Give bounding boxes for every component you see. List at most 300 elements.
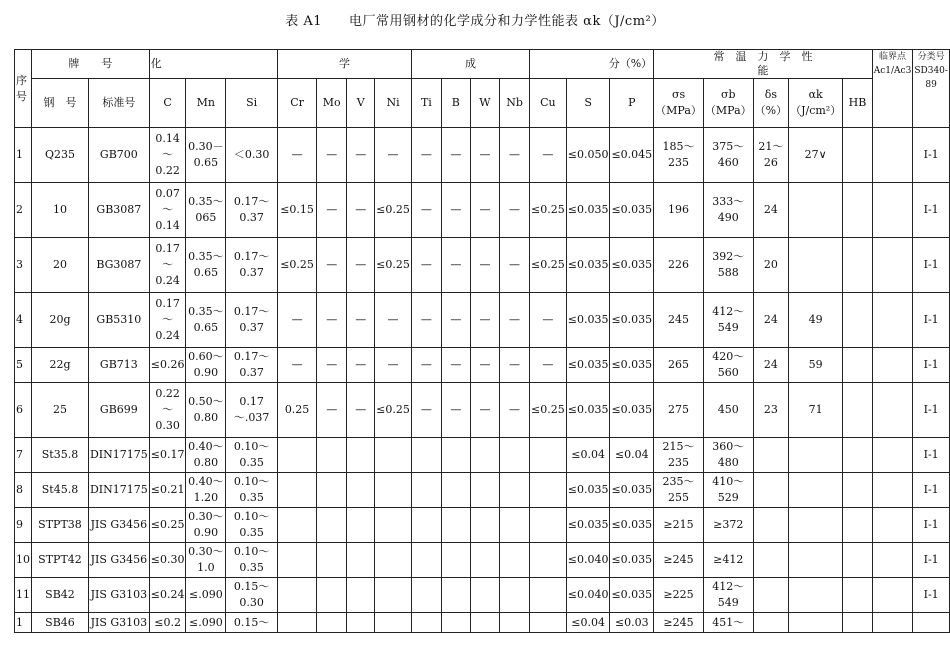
cell-sb: 412～549	[703, 578, 753, 613]
cell-p: ≤0.035	[610, 238, 654, 293]
cell-nb	[500, 578, 530, 613]
cell-w	[470, 578, 499, 613]
cell-b	[441, 508, 470, 543]
cell-ak	[789, 613, 843, 633]
cell-mo	[317, 508, 347, 543]
cell-hb	[843, 508, 873, 543]
cell-crit	[872, 473, 913, 508]
table-row	[15, 128, 950, 183]
cell-sb: 333～490	[703, 183, 753, 238]
cell-c: ≤0.25	[149, 508, 186, 543]
cell-ti	[411, 543, 441, 578]
cell-mo: —	[317, 383, 347, 438]
cell-no: 5	[15, 348, 32, 383]
column-header: 标准号	[88, 79, 149, 128]
cell-ss: 226	[654, 238, 704, 293]
cell-c: ≤0.2	[149, 613, 186, 633]
header-chem-left: 化	[149, 50, 277, 79]
cell-ni: —	[375, 348, 412, 383]
cell-v: —	[347, 293, 375, 348]
cell-v	[347, 578, 375, 613]
cell-v	[347, 613, 375, 633]
cell-nb	[500, 473, 530, 508]
cell-ss: ≥225	[654, 578, 704, 613]
cell-ak: 71	[789, 383, 843, 438]
cell-no: 9	[15, 508, 32, 543]
cell-nb: —	[500, 128, 530, 183]
cell-w: —	[470, 183, 499, 238]
cell-mn: 0.40～1.20	[186, 473, 226, 508]
cell-hb	[843, 348, 873, 383]
table-row	[15, 348, 950, 383]
cell-hb	[843, 128, 873, 183]
cell-ds: 24	[753, 348, 788, 383]
cell-b	[441, 613, 470, 633]
cell-p: ≤0.035	[610, 348, 654, 383]
table-row	[15, 383, 950, 438]
cell-hb	[843, 473, 873, 508]
cell-v	[347, 508, 375, 543]
cell-c: ≤0.30	[149, 543, 186, 578]
cell-nb	[500, 613, 530, 633]
cell-ak	[789, 183, 843, 238]
cell-b	[441, 578, 470, 613]
cell-ss: 265	[654, 348, 704, 383]
cell-sb: 451～	[703, 613, 753, 633]
column-header: σs（MPa）	[654, 79, 704, 128]
cell-ds: 20	[753, 238, 788, 293]
cell-hb	[843, 383, 873, 438]
cell-grade: St35.8	[32, 438, 89, 473]
cell-std: DIN17175	[88, 438, 149, 473]
cell-ss: 275	[654, 383, 704, 438]
cell-ti	[411, 578, 441, 613]
cell-sb: ≥412	[703, 543, 753, 578]
cell-cu	[530, 508, 567, 543]
cell-ds	[753, 578, 788, 613]
cell-w: —	[470, 293, 499, 348]
cell-mo: —	[317, 128, 347, 183]
cell-no: 1	[15, 128, 32, 183]
column-header: Mo	[317, 79, 347, 128]
cell-ni: —	[375, 128, 412, 183]
cell-crit	[872, 383, 913, 438]
cell-cls: I-1	[913, 508, 950, 543]
cell-ds: 21～26	[753, 128, 788, 183]
cell-cls: I-1	[913, 238, 950, 293]
cell-ti	[411, 508, 441, 543]
cell-cls: I-1	[913, 183, 950, 238]
cell-nb: —	[500, 348, 530, 383]
cell-si: 0.15～0.30	[226, 578, 278, 613]
cell-cu: —	[530, 293, 567, 348]
cell-s: ≤0.035	[566, 238, 610, 293]
cell-no: 7	[15, 438, 32, 473]
cell-ni	[375, 473, 412, 508]
header-row-1	[15, 50, 950, 79]
cell-c: 0.14～0.22	[149, 128, 186, 183]
steel-properties-table	[14, 49, 950, 633]
column-header: Ti	[411, 79, 441, 128]
cell-cls: I-1	[913, 438, 950, 473]
cell-sb: 392～588	[703, 238, 753, 293]
cell-grade: SB42	[32, 578, 89, 613]
cell-ti: —	[411, 183, 441, 238]
cell-mo	[317, 543, 347, 578]
cell-w	[470, 543, 499, 578]
cell-sb: 412～549	[703, 293, 753, 348]
cell-nb: —	[500, 183, 530, 238]
cell-cu	[530, 578, 567, 613]
cell-s: ≤0.040	[566, 578, 610, 613]
cell-s: ≤0.035	[566, 473, 610, 508]
cell-ti: —	[411, 348, 441, 383]
cell-std: JIS G3103	[88, 613, 149, 633]
cell-grade: STPT42	[32, 543, 89, 578]
cell-ak	[789, 473, 843, 508]
cell-cls: I-1	[913, 128, 950, 183]
cell-ni	[375, 613, 412, 633]
cell-p: ≤0.035	[610, 473, 654, 508]
cell-cls	[913, 613, 950, 633]
cell-si: 0.10～0.35	[226, 473, 278, 508]
cell-std: GB5310	[88, 293, 149, 348]
cell-hb	[843, 293, 873, 348]
cell-std: GB3087	[88, 183, 149, 238]
cell-v: —	[347, 238, 375, 293]
cell-ss: ≥245	[654, 543, 704, 578]
table-row	[15, 438, 950, 473]
cell-no: 11	[15, 578, 32, 613]
cell-mo	[317, 438, 347, 473]
cell-mn: 0.35～0.65	[186, 293, 226, 348]
column-header: C	[149, 79, 186, 128]
cell-cu	[530, 543, 567, 578]
cell-mn: 0.60～0.90	[186, 348, 226, 383]
cell-grade: STPT38	[32, 508, 89, 543]
cell-s: ≤0.050	[566, 128, 610, 183]
cell-c: 0.22～0.30	[149, 383, 186, 438]
cell-mn: 0.30～0.90	[186, 508, 226, 543]
cell-ak: 59	[789, 348, 843, 383]
cell-std: GB699	[88, 383, 149, 438]
cell-std: GB700	[88, 128, 149, 183]
column-header: W	[470, 79, 499, 128]
cell-b: —	[441, 383, 470, 438]
header-grade-group: 牌 号	[32, 50, 150, 79]
cell-s: ≤0.035	[566, 293, 610, 348]
cell-si: 0.17～0.37	[226, 293, 278, 348]
table-row	[15, 508, 950, 543]
cell-cls: I-1	[913, 383, 950, 438]
cell-ds: 24	[753, 183, 788, 238]
cell-grade: SB46	[32, 613, 89, 633]
column-header: S	[566, 79, 610, 128]
table-row	[15, 238, 950, 293]
cell-ss: ≥215	[654, 508, 704, 543]
cell-p: ≤0.035	[610, 578, 654, 613]
cell-ak: 49	[789, 293, 843, 348]
cell-p: ≤0.035	[610, 183, 654, 238]
cell-crit	[872, 238, 913, 293]
cell-cr	[278, 613, 317, 633]
header-mech-bottom: 能	[757, 64, 769, 77]
cell-b: —	[441, 348, 470, 383]
cell-cr: 0.25	[278, 383, 317, 438]
cell-mo	[317, 613, 347, 633]
cell-cls: I-1	[913, 543, 950, 578]
cell-w	[470, 438, 499, 473]
column-header: Si	[226, 79, 278, 128]
cell-si: 0.17～0.37	[226, 238, 278, 293]
cell-b	[441, 438, 470, 473]
cell-std: JIS G3456	[88, 543, 149, 578]
cell-cu: —	[530, 348, 567, 383]
cell-p: ≤0.035	[610, 293, 654, 348]
header-class: 分类号SD340-89	[913, 50, 950, 128]
cell-no: 2	[15, 183, 32, 238]
cell-cr	[278, 438, 317, 473]
cell-std: BG3087	[88, 238, 149, 293]
cell-w	[470, 473, 499, 508]
header-mech-top: 常 温 力 学 性	[713, 50, 813, 63]
cell-cr: —	[278, 128, 317, 183]
cell-hb	[843, 613, 873, 633]
cell-cls: I-1	[913, 293, 950, 348]
cell-b	[441, 473, 470, 508]
cell-cr	[278, 508, 317, 543]
cell-s: ≤0.035	[566, 383, 610, 438]
column-header: Ni	[375, 79, 412, 128]
cell-nb: —	[500, 293, 530, 348]
cell-crit	[872, 508, 913, 543]
table-row	[15, 578, 950, 613]
cell-ds	[753, 508, 788, 543]
column-header: Nb	[500, 79, 530, 128]
cell-cls: I-1	[913, 578, 950, 613]
cell-ak	[789, 438, 843, 473]
column-header: αk（J/cm²）	[789, 79, 843, 128]
cell-grade: 25	[32, 383, 89, 438]
cell-mn: 0.35～0.65	[186, 238, 226, 293]
cell-c: ≤0.21	[149, 473, 186, 508]
column-header: Cu	[530, 79, 567, 128]
cell-cr	[278, 578, 317, 613]
cell-ni	[375, 578, 412, 613]
cell-mo: —	[317, 293, 347, 348]
cell-si: 0.10～0.35	[226, 543, 278, 578]
cell-b: —	[441, 238, 470, 293]
cell-cu: ≤0.25	[530, 183, 567, 238]
cell-mn: 0.50～0.80	[186, 383, 226, 438]
cell-cu: —	[530, 128, 567, 183]
cell-si: 0.10～0.35	[226, 438, 278, 473]
cell-w: —	[470, 238, 499, 293]
cell-nb	[500, 508, 530, 543]
cell-ti	[411, 438, 441, 473]
table-row	[15, 543, 950, 578]
cell-cu: ≤0.25	[530, 238, 567, 293]
cell-c: ≤0.24	[149, 578, 186, 613]
cell-s: ≤0.04	[566, 613, 610, 633]
cell-ni: —	[375, 293, 412, 348]
cell-p: ≤0.035	[610, 383, 654, 438]
column-header: B	[441, 79, 470, 128]
cell-mo: —	[317, 183, 347, 238]
cell-ti	[411, 613, 441, 633]
cell-c: 0.07～0.14	[149, 183, 186, 238]
cell-nb: —	[500, 383, 530, 438]
cell-ni: ≤0.25	[375, 238, 412, 293]
header-row-2	[15, 79, 950, 128]
table-row	[15, 293, 950, 348]
cell-mn: ≤.090	[186, 613, 226, 633]
cell-mn: 0.40～0.80	[186, 438, 226, 473]
cell-si: 0.17～0.37	[226, 183, 278, 238]
cell-ss: 215～235	[654, 438, 704, 473]
cell-s: ≤0.035	[566, 348, 610, 383]
header-chem-mid1: 学	[278, 50, 412, 79]
cell-mn: ≤.090	[186, 578, 226, 613]
cell-cr: —	[278, 293, 317, 348]
cell-crit	[872, 293, 913, 348]
cell-hb	[843, 438, 873, 473]
cell-ti: —	[411, 128, 441, 183]
cell-b	[441, 543, 470, 578]
cell-cr	[278, 473, 317, 508]
cell-ds: 24	[753, 293, 788, 348]
cell-ni: ≤0.25	[375, 383, 412, 438]
cell-mo	[317, 473, 347, 508]
cell-s: ≤0.04	[566, 438, 610, 473]
cell-no: 10	[15, 543, 32, 578]
cell-cls: I-1	[913, 348, 950, 383]
cell-p: ≤0.04	[610, 438, 654, 473]
cell-grade: 20g	[32, 293, 89, 348]
cell-grade: 10	[32, 183, 89, 238]
cell-std: JIS G3103	[88, 578, 149, 613]
cell-b: —	[441, 128, 470, 183]
header-mech	[654, 50, 873, 79]
cell-s: ≤0.040	[566, 543, 610, 578]
cell-grade: 20	[32, 238, 89, 293]
cell-p: ≤0.035	[610, 543, 654, 578]
cell-hb	[843, 578, 873, 613]
cell-cr: ≤0.25	[278, 238, 317, 293]
cell-cr: ≤0.15	[278, 183, 317, 238]
cell-v: —	[347, 183, 375, 238]
cell-no: 3	[15, 238, 32, 293]
cell-sb: ≥372	[703, 508, 753, 543]
column-header: σb（MPa）	[703, 79, 753, 128]
cell-hb	[843, 238, 873, 293]
cell-no: 1	[15, 613, 32, 633]
cell-mn: 0.30－0.65	[186, 128, 226, 183]
header-chem-mid2: 成	[411, 50, 529, 79]
cell-hb	[843, 183, 873, 238]
cell-v	[347, 438, 375, 473]
cell-ds	[753, 473, 788, 508]
cell-cu	[530, 438, 567, 473]
cell-v: —	[347, 128, 375, 183]
cell-ss: 196	[654, 183, 704, 238]
cell-si: ＜0.30	[226, 128, 278, 183]
cell-s: ≤0.035	[566, 183, 610, 238]
cell-grade: Q235	[32, 128, 89, 183]
cell-p: ≤0.03	[610, 613, 654, 633]
cell-crit	[872, 183, 913, 238]
cell-mo: —	[317, 348, 347, 383]
cell-s: ≤0.035	[566, 508, 610, 543]
cell-v	[347, 473, 375, 508]
cell-mo: —	[317, 238, 347, 293]
cell-c: ≤0.17	[149, 438, 186, 473]
cell-c: 0.17～0.24	[149, 238, 186, 293]
cell-w: —	[470, 128, 499, 183]
cell-no: 4	[15, 293, 32, 348]
cell-ak	[789, 543, 843, 578]
cell-ak: 27∨	[789, 128, 843, 183]
table-row	[15, 613, 950, 633]
cell-crit	[872, 543, 913, 578]
cell-b: —	[441, 293, 470, 348]
cell-grade: St45.8	[32, 473, 89, 508]
cell-c: ≤0.26	[149, 348, 186, 383]
cell-si: 0.15～	[226, 613, 278, 633]
cell-p: ≤0.045	[610, 128, 654, 183]
table-title: 表 A1 电厂常用钢材的化学成分和力学性能表 αk（J/cm²）	[285, 14, 665, 29]
column-header: HB	[843, 79, 873, 128]
cell-ak	[789, 508, 843, 543]
cell-ti: —	[411, 293, 441, 348]
cell-std: GB713	[88, 348, 149, 383]
cell-crit	[872, 578, 913, 613]
cell-sb: 375～460	[703, 128, 753, 183]
cell-v: —	[347, 383, 375, 438]
cell-ss: 245	[654, 293, 704, 348]
column-header: P	[610, 79, 654, 128]
cell-mn: 0.30～1.0	[186, 543, 226, 578]
cell-ss: 185～235	[654, 128, 704, 183]
cell-ti: —	[411, 383, 441, 438]
cell-si: 0.10～0.35	[226, 508, 278, 543]
cell-sb: 420～560	[703, 348, 753, 383]
cell-w	[470, 613, 499, 633]
cell-std: DIN17175	[88, 473, 149, 508]
column-header: δs（%）	[753, 79, 788, 128]
cell-nb	[500, 438, 530, 473]
column-header: V	[347, 79, 375, 128]
cell-si: 0.17～.037	[226, 383, 278, 438]
cell-crit	[872, 128, 913, 183]
table-row	[15, 183, 950, 238]
cell-ti	[411, 473, 441, 508]
cell-ss: 235～255	[654, 473, 704, 508]
cell-ds: 23	[753, 383, 788, 438]
column-header: Cr	[278, 79, 317, 128]
cell-v: —	[347, 348, 375, 383]
cell-no: 6	[15, 383, 32, 438]
cell-ti: —	[411, 238, 441, 293]
table-row	[15, 473, 950, 508]
column-header: 钢 号	[32, 79, 89, 128]
cell-p: ≤0.035	[610, 508, 654, 543]
cell-w	[470, 508, 499, 543]
header-chem-right: 分（%）	[530, 50, 654, 79]
cell-ni	[375, 543, 412, 578]
cell-mn: 0.35～065	[186, 183, 226, 238]
cell-sb: 410～529	[703, 473, 753, 508]
